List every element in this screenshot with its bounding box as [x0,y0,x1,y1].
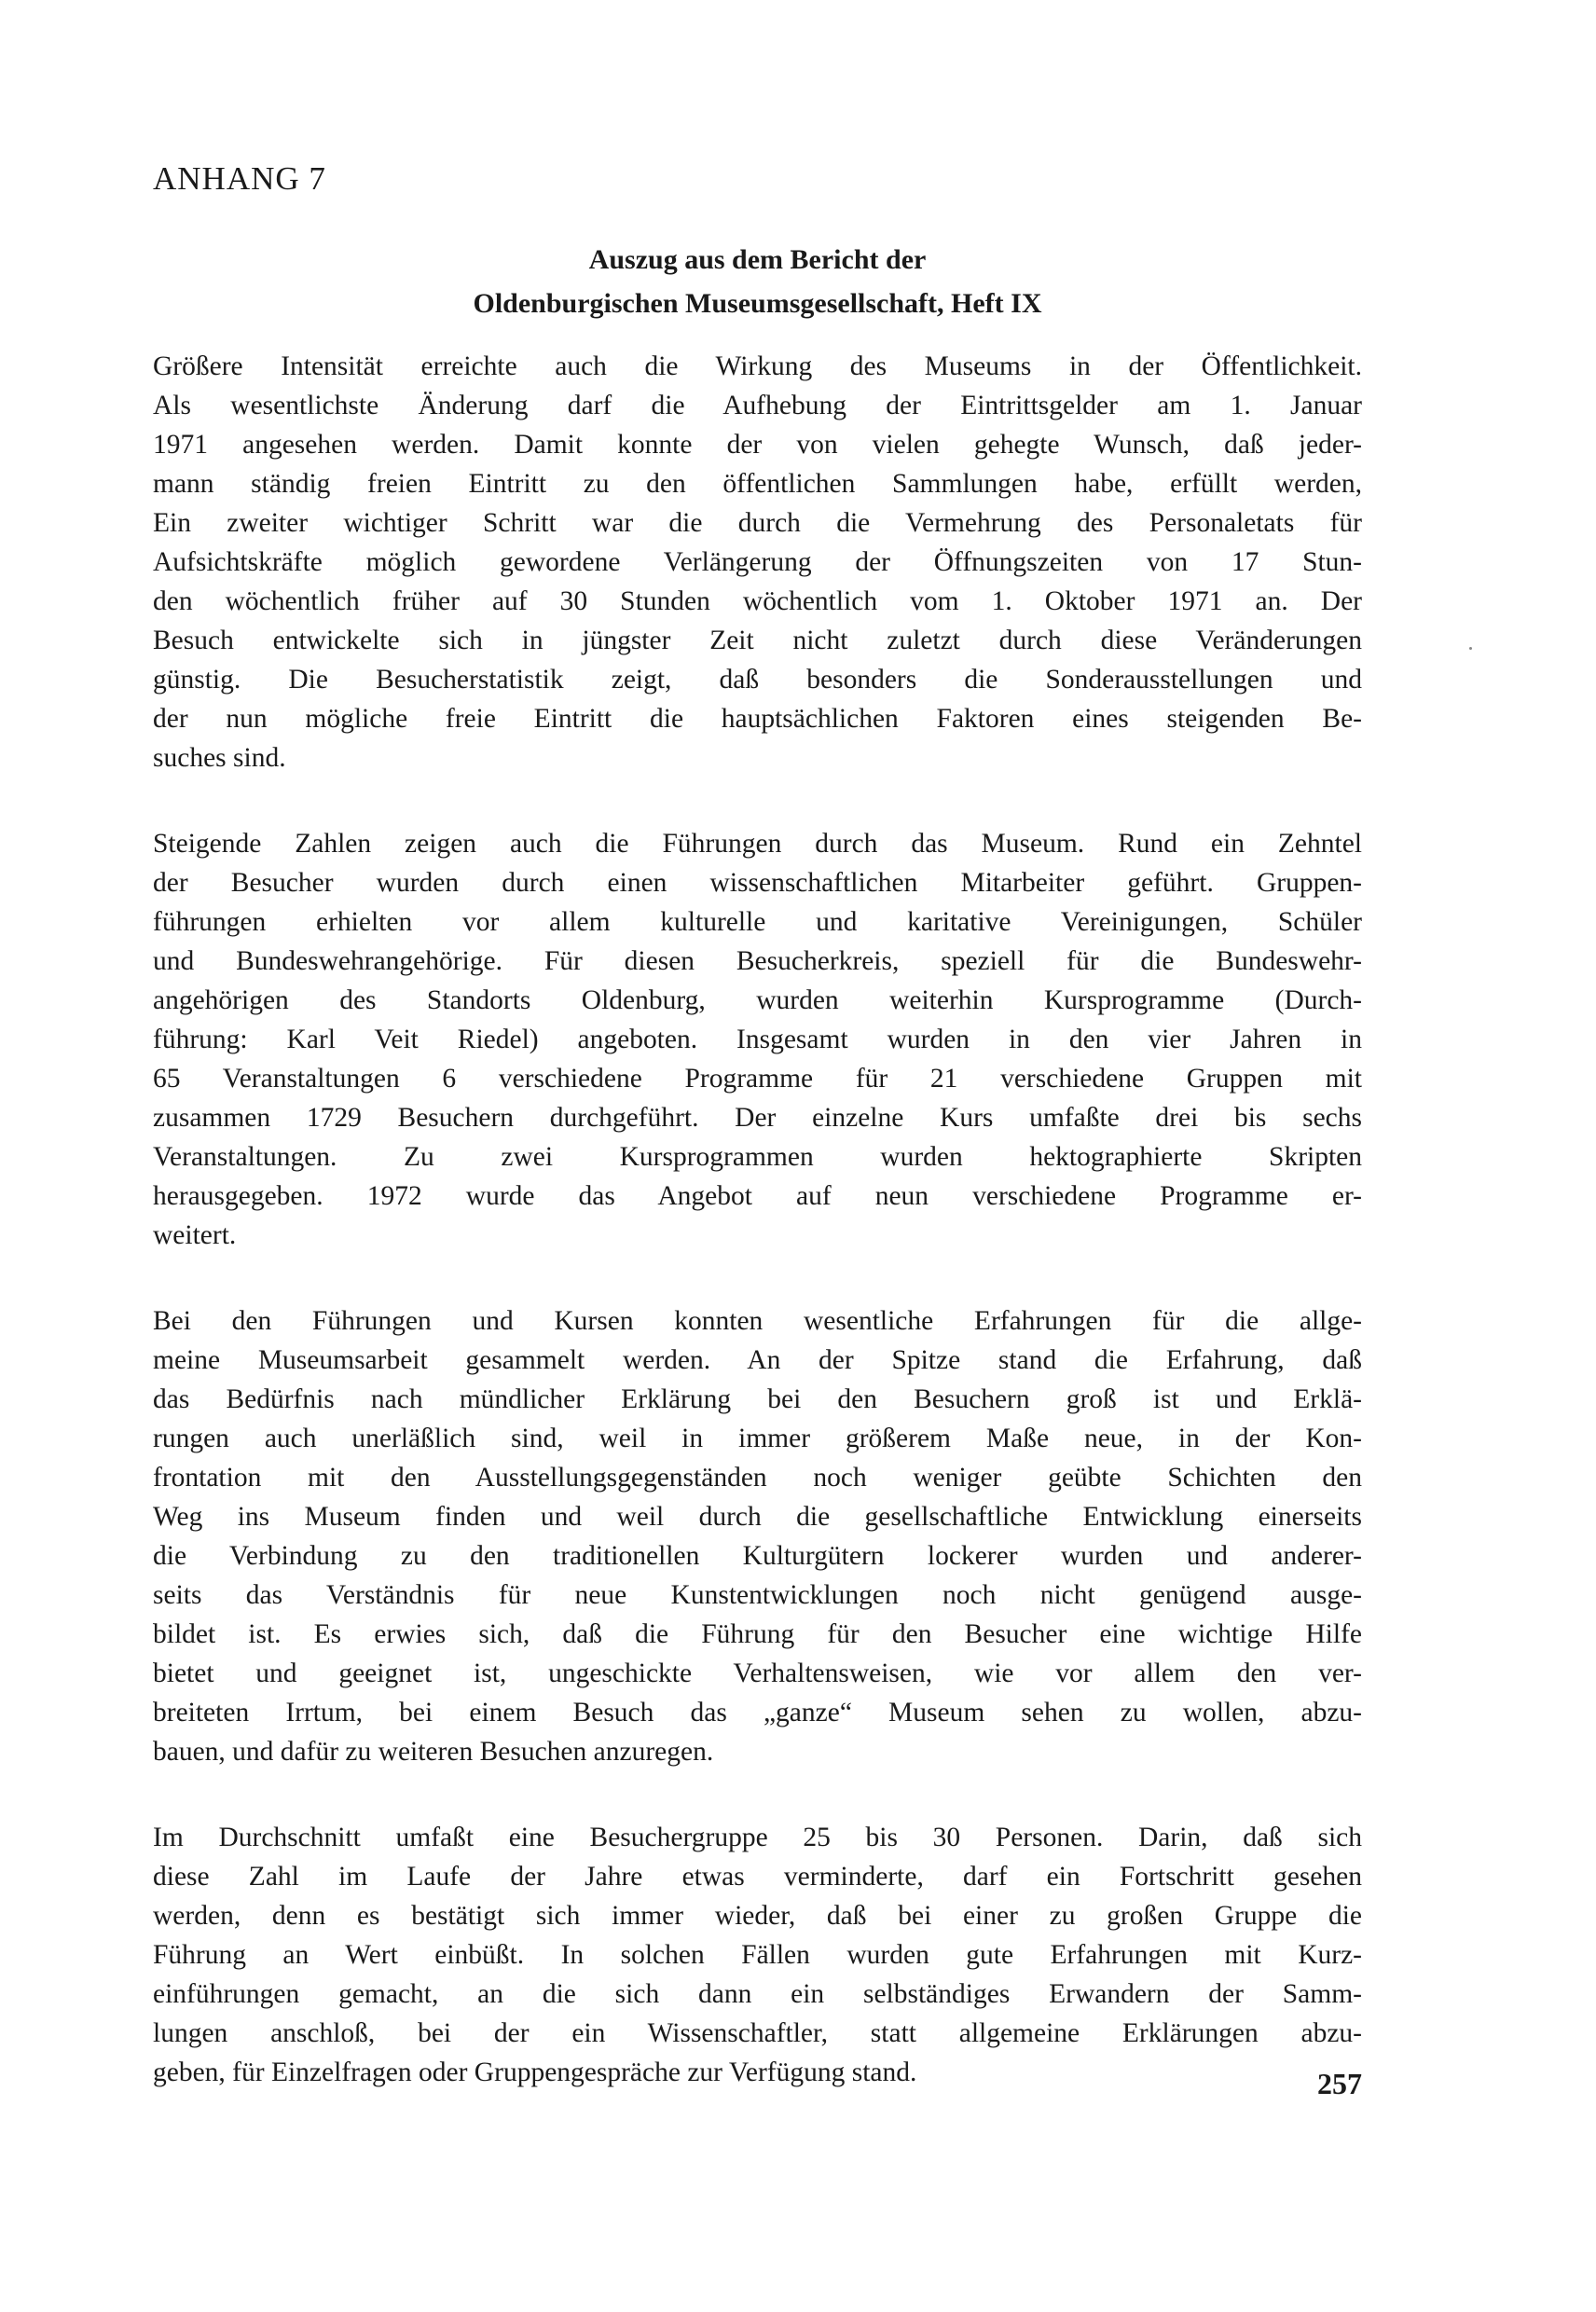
text-line: günstig. Die Besucherstatistik zeigt, daß besonders die Sonderausstellungen und [153,665,1362,695]
text-line: suches sind. [153,743,286,773]
text-line: Als wesentlichste Änderung darf die Aufhebung der Eintrittsgelder am 1. Januar [153,391,1362,420]
text-line: frontation mit den Ausstellungsgegenständen noch weniger geübte Schichten den [153,1463,1362,1493]
text-line: diese Zahl im Laufe der Jahre etwas verminderte, darf ein Fortschritt gesehen [153,1862,1362,1892]
text-line: einführungen gemacht, an die sich dann ein selbständiges Erwandern der Samm- [153,1979,1362,2009]
text-line: 65 Veranstaltungen 6 verschiedene Programme für 21 verschiedene Gruppen mit [153,1064,1362,1094]
text-line: weitert. [153,1220,237,1250]
paragraph [153,347,1362,778]
text-line: und Bundeswehrangehörige. Für diesen Besucherkreis, speziell für die Bundeswehr- [153,946,1362,976]
text-line: der nun mögliche freie Eintritt die hauptsächlichen Faktoren eines steigenden Be- [153,704,1362,734]
text-line: Aufsichtskräfte möglich gewordene Verlängerung der Öffnungszeiten von 17 Stun- [153,547,1362,577]
title-line: Oldenburgischen Museumsgesellschaft, Heft IX [473,288,1042,319]
document-title [153,238,1362,325]
text-line: geben, für Einzelfragen oder Gruppengespräche zur Verfügung stand. [153,2057,917,2087]
text-line: lungen anschloß, bei der ein Wissenschaftler, statt allgemeine Erklärungen abzu- [153,2018,1362,2048]
scan-speck [1469,647,1472,650]
text-line: Steigende Zahlen zeigen auch die Führungen durch das Museum. Rund ein Zehntel [153,829,1362,859]
text-line: Im Durchschnitt umfaßt eine Besuchergruppe 25 bis 30 Personen. Darin, daß sich [153,1823,1362,1852]
text-line: seits das Verständnis für neue Kunstentwicklungen noch nicht genügend ausge- [153,1580,1362,1610]
paragraph [153,1301,1362,1771]
text-line: der Besucher wurden durch einen wissenschaftlichen Mitarbeiter geführt. Gruppen- [153,868,1362,898]
text-line: 1971 angesehen werden. Damit konnte der von vielen gehegte Wunsch, daß jeder- [153,430,1362,460]
body-text [153,347,1362,2139]
paragraph [153,824,1362,1255]
text-line: zusammen 1729 Besuchern durchgeführt. Der einzelne Kurs umfaßte drei bis sechs [153,1103,1362,1133]
text-line: Veranstaltungen. Zu zwei Kursprogrammen wurden hektographierte Skripten [153,1142,1362,1172]
text-line: führungen erhielten vor allem kulturelle und karitative Vereinigungen, Schüler [153,907,1362,937]
text-line: führung: Karl Veit Riedel) angeboten. Insgesamt wurden in den vier Jahren in [153,1025,1362,1054]
text-line: Führung an Wert einbüßt. In solchen Fällen wurden gute Erfahrungen mit Kurz- [153,1940,1362,1970]
page-number: 257 [1317,2067,1362,2100]
text-line: rungen auch unerläßlich sind, weil in immer größerem Maße neue, in der Kon- [153,1424,1362,1453]
text-line: die Verbindung zu den traditionellen Kulturgütern lockerer wurden und anderer- [153,1541,1362,1571]
text-line: Bei den Führungen und Kursen konnten wesentliche Erfahrungen für die allge- [153,1306,1362,1336]
text-line: meine Museumsarbeit gesammelt werden. An der Spitze stand die Erfahrung, daß [153,1345,1362,1375]
title-line: Auszug aus dem Bericht der [588,244,927,275]
text-line: den wöchentlich früher auf 30 Stunden wöchentlich vom 1. Oktober 1971 an. Der [153,586,1362,616]
text-line: bauen, und dafür zu weiteren Besuchen anzuregen. [153,1737,714,1767]
paragraph [153,1818,1362,2092]
text-line: bildet ist. Es erwies sich, daß die Führung für den Besucher eine wichtige Hilfe [153,1619,1362,1649]
text-line: breiteten Irrtum, bei einem Besuch das „ganze“ Museum sehen zu wollen, abzu- [153,1698,1362,1727]
text-line: mann ständig freien Eintritt zu den öffentlichen Sammlungen habe, erfüllt werden, [153,469,1362,499]
text-line: Größere Intensität erreichte auch die Wirkung des Museums in der Öffentlichkeit. [153,351,1362,381]
text-line: das Bedürfnis nach mündlicher Erklärung bei den Besuchern groß ist und Erklä- [153,1384,1362,1414]
text-line: angehörigen des Standorts Oldenburg, wurden weiterhin Kursprogramme (Durch- [153,985,1362,1015]
text-line: bietet und geeignet ist, ungeschickte Verhaltensweisen, wie vor allem den ver- [153,1658,1362,1688]
appendix-label: ANHANG 7 [153,160,326,197]
text-line: herausgegeben. 1972 wurde das Angebot auf neun verschiedene Programme er- [153,1181,1362,1211]
text-line: werden, denn es bestätigt sich immer wieder, daß bei einer zu großen Gruppe die [153,1901,1362,1931]
text-line: Besuch entwickelte sich in jüngster Zeit nicht zuletzt durch diese Veränderungen [153,626,1362,655]
text-line: Weg ins Museum finden und weil durch die gesellschaftliche Entwicklung einerseits [153,1502,1362,1532]
text-line: Ein zweiter wichtiger Schritt war die durch die Vermehrung des Personaletats für [153,508,1362,538]
